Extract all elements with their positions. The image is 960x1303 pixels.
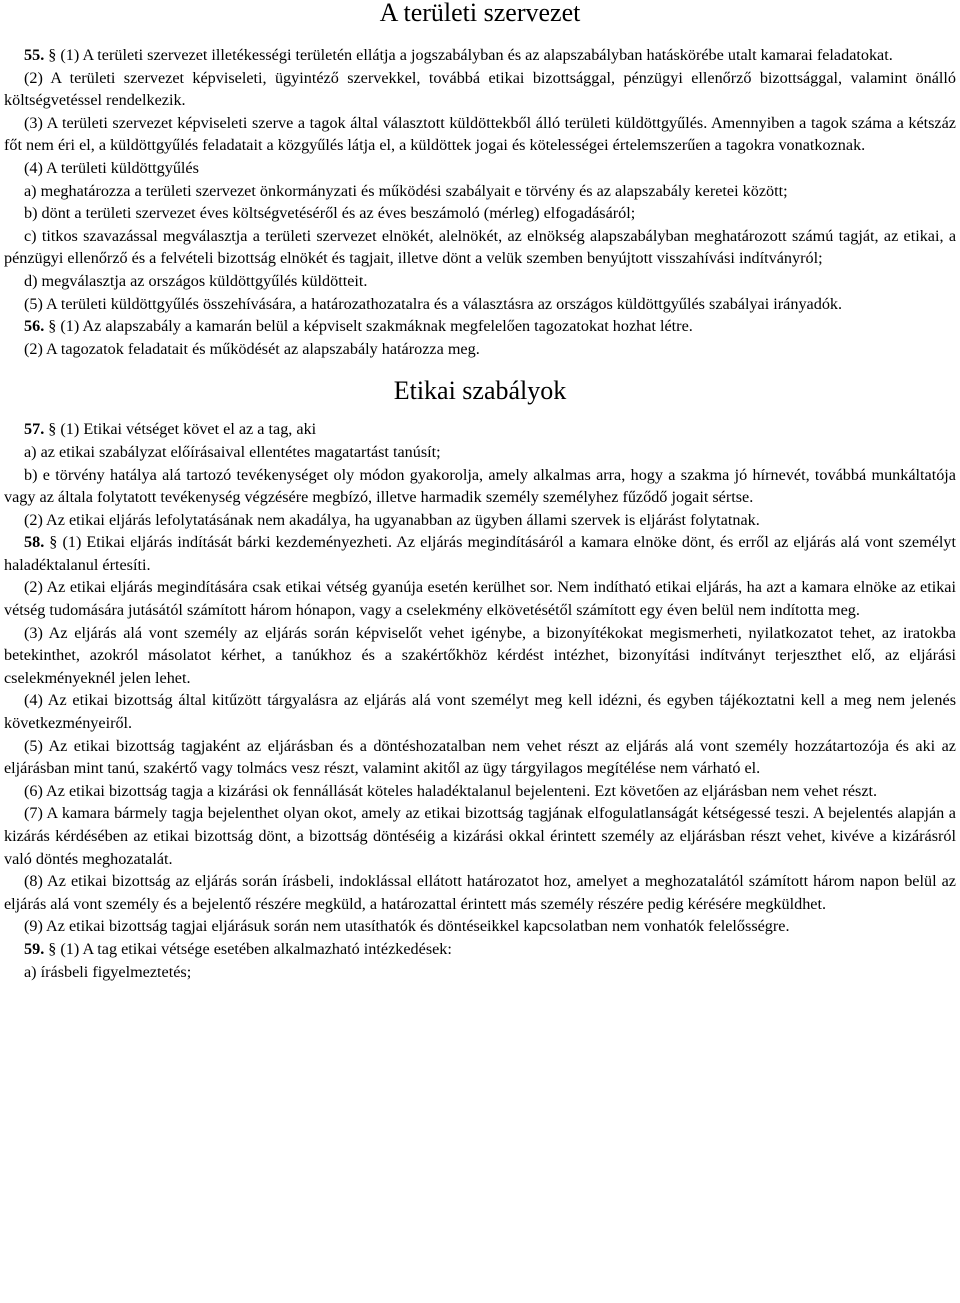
paragraph: [4, 509, 956, 532]
paragraph-text: § (1) Az alapszabály a kamarán belül a képviselt szakmáknak megfelelően tagozatokat hozhat létre.: [44, 317, 693, 336]
paragraph-text: b) dönt a területi szervezet éves költségvetéséről és az éves beszámoló (mérleg) elfogadásáról;: [24, 204, 636, 223]
paragraph-text: (5) A területi küldöttgyűlés összehívására, a határozathozatalra és a választásra az országos küldöttgyűlés szabályai irányadók.: [24, 294, 843, 313]
section-number: 59.: [24, 939, 45, 958]
paragraph-text: c) titkos szavazással megválasztja a területi szervezet elnökét, alelnökét, az elnökség alapszabályban meghatározott számú tagját, az etikai, a pénzügyi ellenőrző és a felvételi bizottság elnökét és tagjait, illetve dönt a velük szemben benyújtott visszahívási indítványról;: [4, 226, 956, 268]
paragraph: [4, 202, 956, 225]
paragraph-text: (3) Az eljárás alá vont személy az eljárás során képviselőt vehet igénybe, a bizonyítékokat megismerheti, nyilatkozatot tehet, az iratokba betekinthet, azokról másolatot kérhet, a tanúkhoz és a szakértőkhöz kérdést intézhet, bizonyítási indítványt terjeszthet elő, az eljárási cselekményeknél jelen lehet.: [4, 623, 956, 687]
paragraph-text: (6) Az etikai bizottság tagja a kizárási ok fennállását köteles haladéktalanul bejelenteni. Ezt követően az eljárásban nem vehet részt.: [24, 781, 878, 800]
paragraph: [4, 315, 956, 338]
paragraph: [4, 802, 956, 870]
paragraph: [4, 735, 956, 780]
paragraph: [4, 689, 956, 734]
section-title-teruleti-szervezet: A területi szervezet: [379, 0, 581, 27]
paragraph: [4, 418, 956, 441]
paragraph: [4, 225, 956, 270]
paragraph-text: (2) Az etikai eljárás megindítására csak etikai vétség gyanúja esetén kerülhet sor. Nem indítható etikai eljárás, ha azt a kamara elnöke az etikai vétség tudomására jutásától számított három hónapon, vagy a cselekmény elkövetésétől számított egy éven belül nem indította meg.: [4, 578, 956, 620]
paragraph-text: (5) Az etikai bizottság tagjaként az eljárásban és a döntéshozatalban nem vehet részt az eljárás alá vont személy hozzátartozója és aki az eljárásban mint tanú, szakértő vagy tolmács vesz részt, valamint akitől az ügy tárgyilagos megítélése nem várható el.: [4, 736, 956, 778]
paragraph-text: § (1) A területi szervezet illetékességi területén ellátja a jogszabályban és az alapszabályban hatáskörébe utalt kamarai feladatokat.: [44, 46, 893, 64]
paragraph-text: (2) A területi szervezet képviseleti, ügyintéző szervekkel, továbbá etikai bizottsággal, pénzügyi ellenőrző bizottsággal, valamint önálló költségvetéssel rendelkezik.: [4, 68, 956, 110]
paragraph-text: § (1) Etikai eljárás indítását bárki kezdeményezheti. Az eljárás megindításáról a kamara elnöke dönt, és erről az eljárás alá vont személyt haladéktalanul értesíti.: [4, 533, 956, 574]
paragraph-text: (3) A területi szervezet képviseleti szerve a tagok által választott küldöttekből álló területi küldöttgyűlés. Amennyiben a tagok száma a kétszáz főt nem éri el, a küldöttgyűlés feladatait a közgyűlés látja el, a küldöttek jogai és kötelességei értelemszerűen a tagokra vonatkoznak.: [4, 113, 956, 155]
paragraph-text: (2) Az etikai eljárás lefolytatásának nem akadálya, ha ugyanabban az ügyben állami szervek is eljárást folytatnak.: [24, 510, 760, 529]
paragraph: [4, 293, 956, 316]
paragraph-text: d) megválasztja az országos küldöttgyűlés küldötteit.: [24, 271, 368, 290]
paragraph: [4, 870, 956, 915]
paragraph-text: (4) Az etikai bizottság által kitűzött tárgyalásra az eljárás alá vont személyt meg kell idézni, és egyben tájékoztatni kell a meg nem jelenés következményeiről.: [4, 691, 956, 733]
section-title-etikai-szabalyok: Etikai szabályok: [393, 376, 567, 406]
paragraph: [4, 622, 956, 690]
paragraph: [4, 180, 956, 203]
paragraph-text: (9) Az etikai bizottság tagjai eljárásuk során nem utasíthatók és döntéseikkel kapcsolatban nem vonhatók felelősségre.: [24, 917, 790, 936]
paragraph: [4, 915, 956, 938]
section-number: 57.: [24, 420, 45, 439]
section-number: 55.: [24, 46, 45, 64]
paragraph: [4, 576, 956, 621]
paragraph-text: § (1) A tag etikai vétsége esetében alkalmazható intézkedések:: [44, 939, 452, 958]
section-etikai-szabalyok: [4, 418, 956, 983]
paragraph: [4, 67, 956, 112]
section-number: 56.: [24, 317, 45, 336]
paragraph-text: b) e törvény hatálya alá tartozó tevékenységet oly módon gyakorolja, amely alkalmas arra, hogy a szakma jó hírnevét, továbbá munkáltatója vagy az általa folytatott tevékenység végzésére megbízó, illetve harmadik személy személyhez fűződő jogait sértse.: [4, 465, 956, 507]
paragraph-text: a) írásbeli figyelmeztetés;: [24, 962, 192, 981]
paragraph-text: (7) A kamara bármely tagja bejelenthet olyan okot, amely az etikai bizottság tagjának elfogulatlanságát kétségessé teszi. A bejelentés alapján a kizárás kérdésében az etikai bizottság dönt, a bizottság döntéséig a kizárási okkal érintett személy az eljárásban részt vehet, kivéve a kizárásról való döntés meghozatalát.: [4, 804, 956, 868]
paragraph-text: (8) Az etikai bizottság az eljárás során írásbeli, indoklással ellátott határozatot hoz, amelyet a meghozatalától számított három napon belül az eljárás alá vont személy és a bejelentő részére megküld, a határozattal érintett más személy részére pedig kérésére megküldhet.: [4, 872, 956, 913]
paragraph: [4, 464, 956, 509]
paragraph-text: a) az etikai szabályzat előírásaival ellentétes magatartást tanúsít;: [24, 442, 441, 461]
paragraph-text: (2) A tagozatok feladatait és működését az alapszabály határozza meg.: [24, 339, 480, 358]
section-teruleti-szervezet: [4, 44, 956, 360]
section-number: 58.: [24, 533, 45, 552]
paragraph: [4, 531, 956, 576]
paragraph: [4, 112, 956, 157]
paragraph-text: (4) A területi küldöttgyűlés: [24, 158, 199, 177]
paragraph: [4, 441, 956, 464]
paragraph: [4, 157, 956, 180]
paragraph: [4, 961, 956, 984]
paragraph: [4, 270, 956, 293]
paragraph-text: a) meghatározza a területi szervezet önkormányzati és működési szabályait e törvény és az alapszabály keretei között;: [24, 181, 788, 200]
paragraph: [4, 938, 956, 961]
paragraph-text: § (1) Etikai vétséget követ el az a tag, aki: [44, 420, 317, 439]
paragraph: [4, 44, 956, 67]
paragraph: [4, 338, 956, 361]
paragraph: [4, 780, 956, 803]
